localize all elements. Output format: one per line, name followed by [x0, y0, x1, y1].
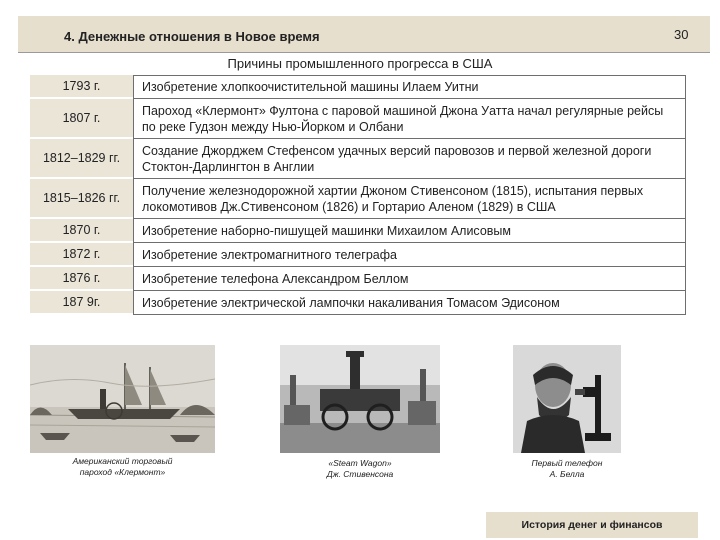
timeline-year: 187 9г. [30, 291, 133, 315]
timeline-description: Создание Джорджем Стефенсом удачных версий паровозов и первой железной дороги Стоктон-Дарлингтон в Англии [133, 139, 686, 179]
timeline-table [30, 75, 686, 315]
footer-course-label: История денег и финансов [486, 512, 698, 538]
timeline-description: Изобретение электромагнитного телеграфа [133, 243, 686, 267]
timeline-row [30, 243, 686, 267]
timeline-description: Изобретение электрической лампочки накаливания Томасом Эдисоном [133, 291, 686, 315]
timeline-row [30, 267, 686, 291]
steam-wagon-caption: «Steam Wagon» Дж. Стивенсона [326, 458, 394, 479]
bell-telephone-image [513, 345, 621, 453]
timeline-row [30, 139, 686, 179]
timeline-description: Получение железнодорожной хартии Джоном Стивенсоном (1815), испытания первых локомотивов Дж.Стивенсоном (1826) и Гортарио Аленом (1829) в США [133, 179, 686, 219]
timeline-year: 1807 г. [30, 99, 133, 139]
page-number: 30 [674, 27, 689, 42]
timeline-year: 1815–1826 гг. [30, 179, 133, 219]
timeline-row [30, 179, 686, 219]
timeline-description: Пароход «Клермонт» Фултона с паровой машиной Джона Уатта начал регулярные рейсы по реке Гудзон между Нью-Йорком и Олбани [133, 99, 686, 139]
bell-caption: Первый телефон А. Белла [531, 458, 603, 479]
bell-portrait-drawing [513, 345, 621, 453]
timeline-year: 1872 г. [30, 243, 133, 267]
timeline-year: 1870 г. [30, 219, 133, 243]
timeline-row [30, 291, 686, 315]
timeline-year: 1793 г. [30, 75, 133, 99]
steamboat-caption: Американский торговый пароход «Клермонт» [72, 456, 173, 477]
timeline-description: Изобретение хлопкоочистительной машины Илаем Уитни [133, 75, 686, 99]
timeline-year: 1812–1829 гг. [30, 139, 133, 179]
timeline-row [30, 75, 686, 99]
table-title: Причины промышленного прогресса в США [227, 56, 493, 71]
slide-title: 4. Денежные отношения в Новое время [64, 29, 320, 44]
timeline-row [30, 219, 686, 243]
timeline-description: Изобретение наборно-пишущей машинки Михаилом Алисовым [133, 219, 686, 243]
timeline-description: Изобретение телефона Александром Беллом [133, 267, 686, 291]
steam-wagon-image [280, 345, 440, 453]
header-divider [18, 52, 710, 53]
timeline-row [30, 99, 686, 139]
timeline-year: 1876 г. [30, 267, 133, 291]
steamboat-clermont-image [30, 345, 215, 453]
steam-wagon-drawing [280, 345, 440, 453]
steamboat-drawing [30, 345, 215, 453]
